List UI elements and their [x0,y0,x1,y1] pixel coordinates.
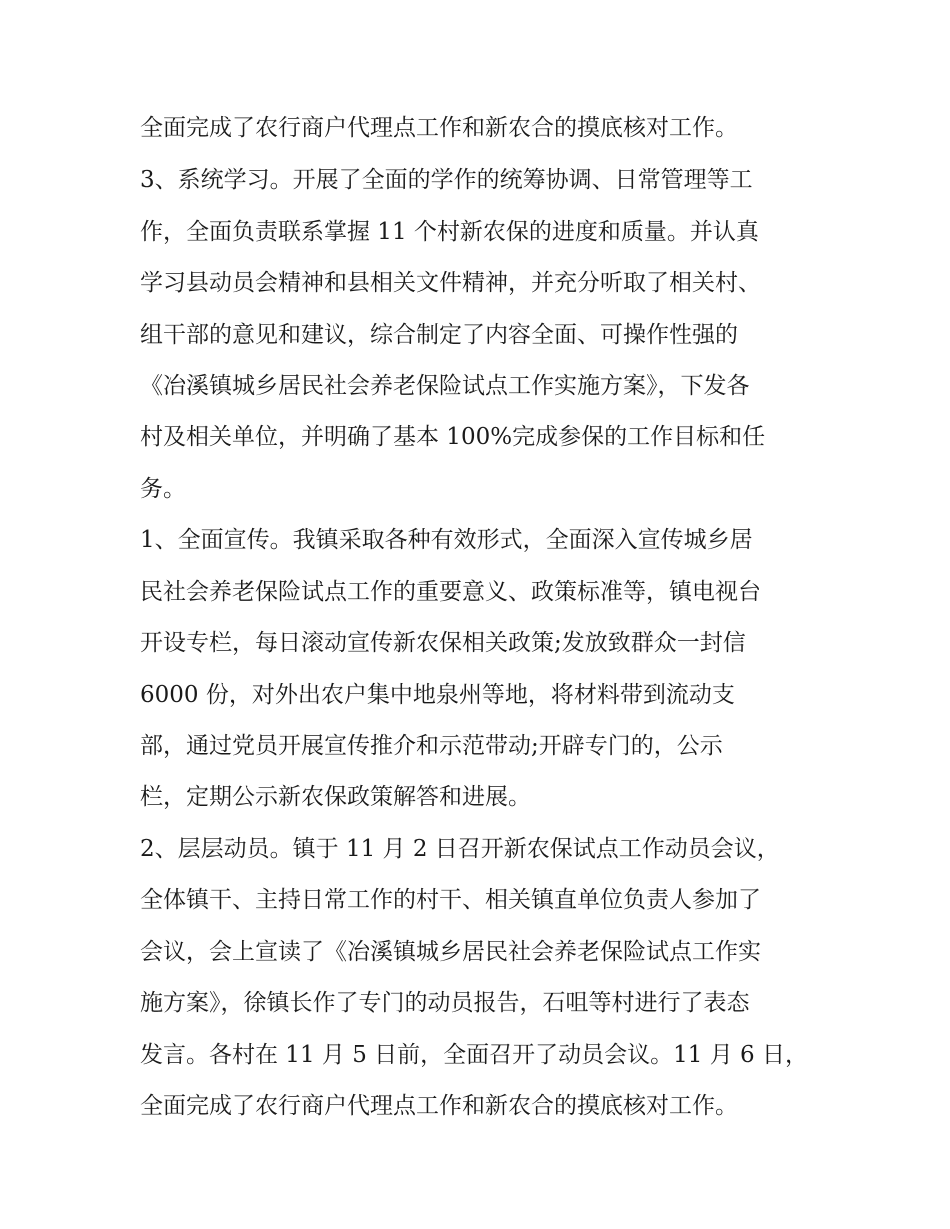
text-line: 部，通过党员开展宣传推介和示范带动;开辟专门的，公示 [140,733,723,759]
text-line: 民社会养老保险试点工作的重要意义、政策标准等，镇电视台 [140,579,761,605]
text-line: 全面完成了农行商户代理点工作和新农合的摸底核对工作。 [140,1093,738,1119]
text-line: 1、全面宣传。我镇采取各种有效形式，全面深入宣传城乡居 [140,527,753,553]
text-line: 村及相关单位，并明确了基本 100%完成参保的工作目标和任 [140,424,766,450]
text-line: 2、层层动员。镇于 11 月 2 日召开新农保试点工作动员会议， [140,836,780,862]
text-line: 开设专栏，每日滚动宣传新农保相关政策;发放致群众一封信 [140,630,746,656]
text-line: 学习县动员会精神和县相关文件精神，并充分听取了相关村、 [140,270,761,296]
text-line: 全体镇干、主持日常工作的村干、相关镇直单位负责人参加了 [140,887,761,913]
text-line: 施方案》，徐镇长作了专门的动员报告，石咀等村进行了表态 [140,990,750,1016]
text-line: 务。 [140,476,186,502]
text-line: 《冶溪镇城乡居民社会养老保险试点工作实施方案》，下发各 [140,373,750,399]
text-line: 3、系统学习。开展了全面的学作的统筹协调、日常管理等工 [140,167,753,193]
text-line: 发言。各村在 11 月 5 日前，全面召开了动员会议。11 月 6 日， [140,1042,808,1068]
text-line: 会议，会上宣读了《冶溪镇城乡居民社会养老保险试点工作实 [140,939,761,965]
text-line: 全面完成了农行商户代理点工作和新农合的摸底核对工作。 [140,115,738,141]
text-line: 6000 份，对外出农户集中地泉州等地，将材料带到流动支 [140,682,735,708]
text-line: 栏，定期公示新农保政策解答和进展。 [140,784,531,810]
text-line: 组干部的意见和建议，综合制定了内容全面、可操作性强的 [140,322,738,348]
text-line: 作，全面负责联系掌握 11 个村新农保的进度和质量。并认真 [140,219,759,245]
